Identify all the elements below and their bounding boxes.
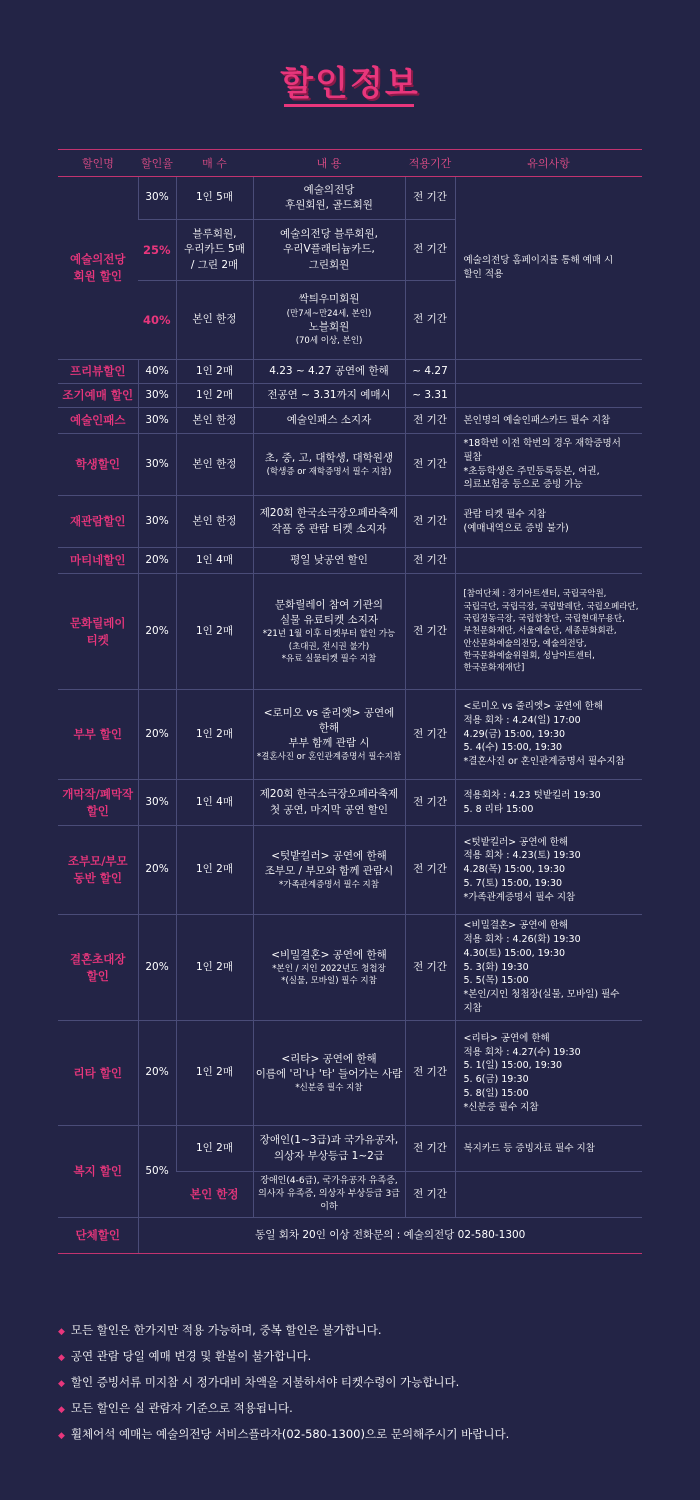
discount-rate: 20% <box>138 826 176 915</box>
header-period: 적용기간 <box>405 150 455 177</box>
discount-period: 전 기간 <box>405 915 455 1021</box>
discount-content: 예술인패스 소지자 <box>253 408 405 434</box>
discount-count: 블루회원, 우리카드 5매 / 그린 2매 <box>176 220 253 281</box>
discount-period: 전 기간 <box>405 1172 455 1218</box>
discount-name: 개막작/폐막작 할인 <box>58 780 138 826</box>
discount-content: 제20회 한국소극장오페라축제 첫 공연, 마지막 공연 할인 <box>253 780 405 826</box>
bullet-icon: ◆ <box>58 1431 65 1441</box>
discount-period: 전 기간 <box>405 408 455 434</box>
discount-note: <비밀결혼> 공연에 한해 적용 회차 : 4.26(화) 19:30 4.30(토) 15:00, 19:30 5. 3(화) 19:30 5. 5(목) 15:00 *본인/지인 청첩장(실물, 모바일) 필수 지참 <box>455 915 642 1021</box>
discount-period: 전 기간 <box>405 1126 455 1172</box>
content-line: <비밀결혼> 공연에 한해 <box>271 948 387 961</box>
notice-item <box>58 1322 658 1348</box>
notice-item <box>58 1348 658 1374</box>
discount-rate: 20% <box>138 574 176 690</box>
discount-content: 예술의전당 후원회원, 골드회원 <box>253 177 405 220</box>
discount-name: 프리뷰할인 <box>58 360 138 384</box>
title-underline <box>284 104 414 107</box>
bullet-icon: ◆ <box>58 1405 65 1415</box>
header-content: 내 용 <box>253 150 405 177</box>
discount-count: 1인 2매 <box>176 360 253 384</box>
discount-rate: 40% <box>138 360 176 384</box>
content-line: <리타> 공연에 한해 이름에 '리'나 '타' 들어가는 사람 <box>255 1052 403 1080</box>
table-row <box>58 1126 642 1172</box>
discount-count: 1인 2매 <box>176 826 253 915</box>
discount-note: <리타> 공연에 한해 적용 회차 : 4.27(수) 19:30 5. 1(일) 15:00, 19:30 5. 6(금) 19:30 5. 8(일) 15:00 *신분증 필수 지참 <box>455 1021 642 1126</box>
content-sub: *본인 / 지인 2022년도 청첩장 *(실물, 모바일) 필수 지참 <box>272 963 386 987</box>
content-sub: *결혼사진 or 혼인관계증명서 필수지참 <box>256 752 402 763</box>
discount-count: 본인 한정 <box>176 434 253 496</box>
table-row <box>58 915 642 1021</box>
content-line: 싹틔우미회원 <box>298 293 360 306</box>
bullet-icon: ◆ <box>58 1379 65 1389</box>
bullet-icon: ◆ <box>58 1327 65 1337</box>
table-row <box>58 826 642 915</box>
page-title: 할인정보 <box>280 64 420 104</box>
discount-count: 1인 2매 <box>176 915 253 1021</box>
discount-name: 재관람할인 <box>58 496 138 548</box>
discount-rate: 20% <box>138 690 176 780</box>
content-line: 문화릴레이 참여 기관의 실물 유료티켓 소지자 <box>274 598 384 627</box>
notice-item <box>58 1374 658 1400</box>
discount-note: 복지카드 등 증빙자료 필수 지참 <box>455 1126 642 1172</box>
discount-content <box>253 434 405 496</box>
notice-item <box>58 1400 658 1426</box>
discount-count: 본인 한정 <box>176 408 253 434</box>
discount-name: 문화릴레이 티켓 <box>58 574 138 690</box>
discount-count: 본인 한정 <box>176 496 253 548</box>
discount-content: 예술의전당 블루회원, 우리V플래티늄카드, 그린회원 <box>253 220 405 281</box>
discount-note: 예술의전당 홈페이지를 통해 예매 시 할인 적용 <box>455 177 642 360</box>
discount-rate: 25% <box>138 220 176 281</box>
discount-period: 전 기간 <box>405 780 455 826</box>
table-row <box>58 1218 642 1254</box>
discount-name: 결혼초대장 할인 <box>58 915 138 1021</box>
discount-name: 부부 할인 <box>58 690 138 780</box>
discount-count: 1인 2매 <box>176 1021 253 1126</box>
discount-period: 전 기간 <box>405 826 455 915</box>
content-sub: (70세 이상, 본인) <box>295 336 363 347</box>
discount-name: 리타 할인 <box>58 1021 138 1126</box>
discount-name: 조기예매 할인 <box>58 384 138 408</box>
discount-count: 1인 2매 <box>176 1126 253 1172</box>
discount-name: 단체할인 <box>58 1218 138 1254</box>
discount-count: 1인 4매 <box>176 780 253 826</box>
table-row <box>58 690 642 780</box>
discount-note: 본인명의 예술인패스카드 필수 지참 <box>455 408 642 434</box>
discount-note <box>455 360 642 384</box>
discount-content: 동일 회차 20인 이상 전화문의 : 예술의전당 02-580-1300 <box>138 1218 642 1254</box>
table-row <box>58 548 642 574</box>
discount-content <box>253 826 405 915</box>
discount-name: 조부모/부모 동반 할인 <box>58 826 138 915</box>
table-row <box>58 408 642 434</box>
discount-period: 전 기간 <box>405 1021 455 1126</box>
discount-period: 전 기간 <box>405 690 455 780</box>
discount-content: 4.23 ~ 4.27 공연에 한해 <box>253 360 405 384</box>
content-sub: (학생증 or 재학증명서 필수 지참) <box>266 466 392 477</box>
table-row <box>58 384 642 408</box>
discount-content: 평일 낮공연 할인 <box>253 548 405 574</box>
discount-note: 적용회차 : 4.23 텃밭킬러 19:30 5. 8 리타 15:00 <box>455 780 642 826</box>
discount-rate: 20% <box>138 915 176 1021</box>
discount-content <box>253 574 405 690</box>
content-line: 노블회원 <box>308 321 350 333</box>
table-row <box>58 496 642 548</box>
discount-rate: 50% <box>138 1126 176 1218</box>
discount-rate: 40% <box>138 281 176 360</box>
content-line: <텃밭킬러> 공연에 한해 조부모 / 부모와 함께 관람시 <box>264 849 394 877</box>
discount-note <box>455 548 642 574</box>
discount-name: 마티네할인 <box>58 548 138 574</box>
discount-note: [참여단체 : 경기아트센터, 국립국악원, 국립극단, 국립극장, 국립발레단, 국립오페라단, 국립정동극장, 국립합창단, 국립현대무용단, 부천문화재단, 서울예술단, 세종문화회관, 안산문화예술의전당, 예술의전당, 한국문화예술위원회, 성남아트센터, 한국문화재재단] <box>455 574 642 690</box>
discount-content <box>253 690 405 780</box>
discount-content <box>253 281 405 360</box>
discount-period: 전 기간 <box>405 281 455 360</box>
discount-name: 예술의전당 회원 할인 <box>58 177 138 360</box>
discount-content <box>253 915 405 1021</box>
discount-rate: 30% <box>138 177 176 220</box>
discount-rate: 30% <box>138 408 176 434</box>
discount-count: 본인 한정 <box>176 281 253 360</box>
table-row <box>58 1021 642 1126</box>
discount-content: 장애인(4-6급), 국가유공자 유족증, 의사자 유족증, 의상자 부상등급 3급 이하 <box>253 1172 405 1218</box>
discount-rate: 20% <box>138 548 176 574</box>
discount-rate: 30% <box>138 780 176 826</box>
notice-text: 할인 증빙서류 미지참 시 정가대비 차액을 지불하셔야 티켓수령이 가능합니다. <box>70 1375 460 1389</box>
notice-text: 모든 할인은 한가지만 적용 가능하며, 중복 할인은 불가합니다. <box>70 1323 382 1337</box>
notice-text: 모든 할인은 실 관람자 기준으로 적용됩니다. <box>70 1401 293 1415</box>
discount-table <box>58 149 642 1254</box>
discount-count: 1인 2매 <box>176 690 253 780</box>
discount-rate: 30% <box>138 496 176 548</box>
discount-count: 1인 5매 <box>176 177 253 220</box>
notice-text: 휠체어석 예매는 예술의전당 서비스플라자(02-580-1300)으로 문의해주시기 바랍니다. <box>70 1427 510 1441</box>
discount-rate: 30% <box>138 384 176 408</box>
table-row <box>58 780 642 826</box>
discount-period: 전 기간 <box>405 177 455 220</box>
table-row <box>58 360 642 384</box>
content-line: <로미오 vs 줄리엣> 공연에 한해 부부 함께 관람 시 <box>263 706 395 750</box>
bullet-icon: ◆ <box>58 1353 65 1363</box>
discount-period: 전 기간 <box>405 220 455 281</box>
discount-period: 전 기간 <box>405 548 455 574</box>
discount-note <box>455 1172 642 1218</box>
discount-content: 장애인(1~3급)과 국가유공자, 의상자 부상등급 1~2급 <box>253 1126 405 1172</box>
notice-text: 공연 관람 당일 예매 변경 및 환불이 불가합니다. <box>70 1349 312 1363</box>
discount-note: <텃밭킬러> 공연에 한해 적용 회차 : 4.23(토) 19:30 4.28(목) 15:00, 19:30 5. 7(토) 15:00, 19:30 *가족관계증명서 필수 지참 <box>455 826 642 915</box>
notice-list <box>58 1322 658 1452</box>
discount-content: 제20회 한국소극장오페라축제 작품 중 관람 티켓 소지자 <box>253 496 405 548</box>
discount-content: 전공연 ~ 3.31까지 예매시 <box>253 384 405 408</box>
discount-content <box>253 1021 405 1126</box>
discount-name: 복지 할인 <box>58 1126 138 1218</box>
discount-note: <로미오 vs 줄리엣> 공연에 한해 적용 회차 : 4.24(일) 17:00 4.29(금) 15:00, 19:30 5. 4(수) 15:00, 19:30 *결혼사진 or 혼인관계증명서 필수지참 <box>455 690 642 780</box>
content-sub: *21년 1월 이후 티켓부터 할인 가능 (초대권, 전시권 불가) *유료 실물티켓 필수 지참 <box>262 629 396 664</box>
header-note: 유의사항 <box>455 150 642 177</box>
table-row <box>58 434 642 496</box>
discount-rate: 20% <box>138 1021 176 1126</box>
discount-rate: 30% <box>138 434 176 496</box>
content-line: 초, 중, 고, 대학생, 대학원생 <box>264 451 394 464</box>
discount-name: 학생할인 <box>58 434 138 496</box>
discount-period: 전 기간 <box>405 496 455 548</box>
content-sub: *가족관계증명서 필수 지참 <box>279 880 379 891</box>
discount-note: *18학번 이전 학번의 경우 재학증명서 필참 *초등학생은 주민등록등본, 여권, 의료보험증 등으로 증빙 가능 <box>455 434 642 496</box>
header-name: 할인명 <box>58 150 138 177</box>
discount-name: 예술인패스 <box>58 408 138 434</box>
discount-count: 1인 2매 <box>176 574 253 690</box>
discount-period: ~ 4.27 <box>405 360 455 384</box>
discount-note <box>455 384 642 408</box>
table-row <box>58 574 642 690</box>
content-sub: *신분증 필수 지참 <box>295 1083 363 1094</box>
discount-note: 관람 티켓 필수 지참 (예매내역으로 증빙 불가) <box>455 496 642 548</box>
content-sub: (만7세~만24세, 본인) <box>286 308 372 319</box>
notice-item <box>58 1426 658 1452</box>
table-header-row <box>58 150 642 177</box>
discount-count: 본인 한정 <box>176 1172 253 1218</box>
discount-count: 1인 2매 <box>176 384 253 408</box>
discount-count: 1인 4매 <box>176 548 253 574</box>
discount-period: 전 기간 <box>405 434 455 496</box>
discount-period: 전 기간 <box>405 574 455 690</box>
header-count: 매 수 <box>176 150 253 177</box>
discount-period: ~ 3.31 <box>405 384 455 408</box>
header-rate: 할인율 <box>138 150 176 177</box>
table-row <box>58 177 642 220</box>
